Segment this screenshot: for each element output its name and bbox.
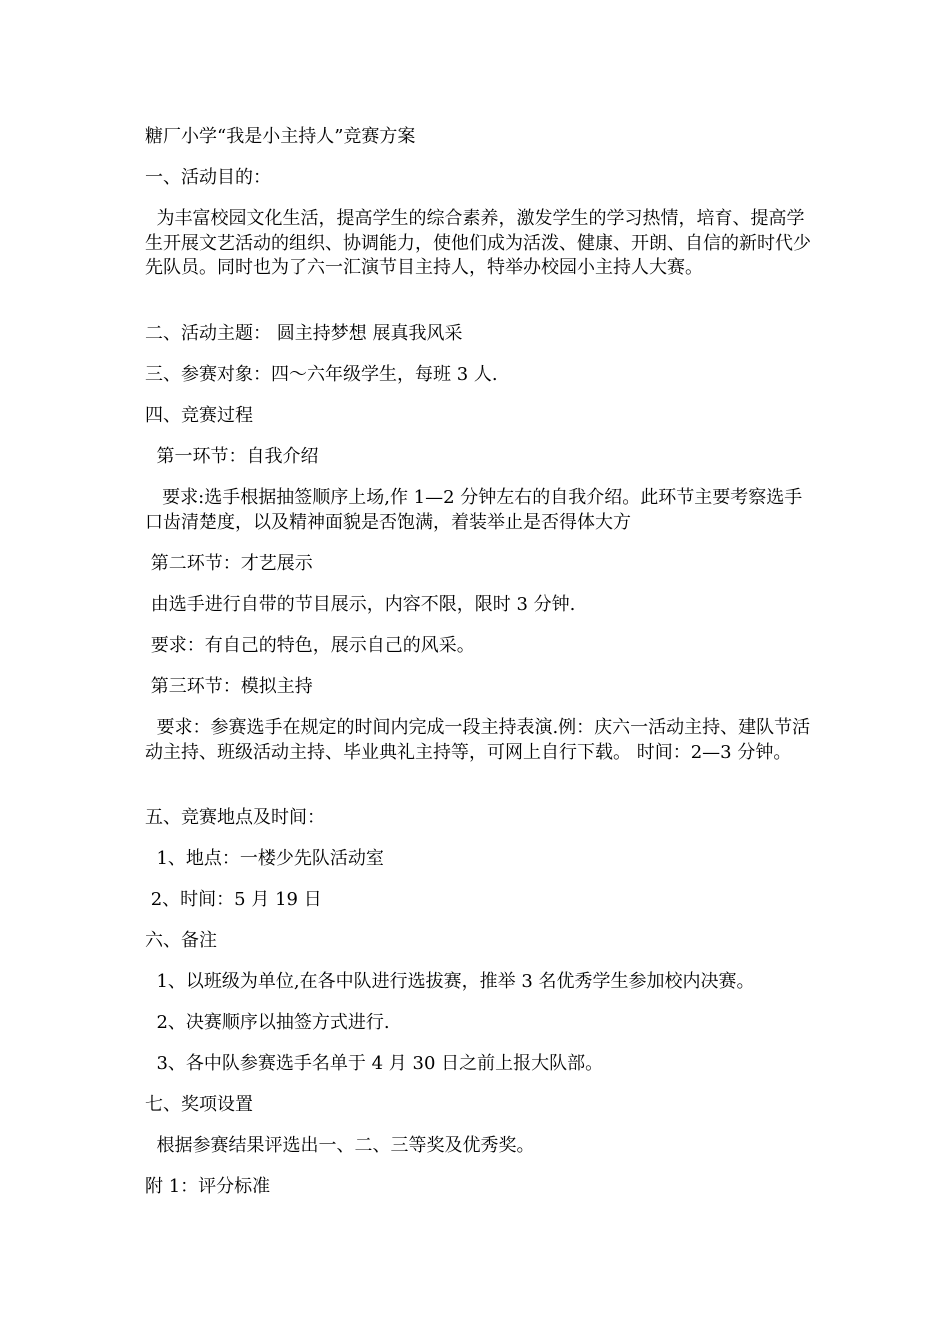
note-item-3: 3、各中队参赛选手名单于 4 月 30 日之前上报大队部。 [145, 1053, 604, 1074]
venue-place: 1、地点：一楼少先队活动室 [145, 848, 384, 869]
round1-title: 第一环节：自我介绍 [145, 446, 319, 467]
theme-line: 二、活动主题： 圆主持梦想 展真我风采 [145, 323, 463, 344]
document-title: 糖厂小学“我是小主持人”竞赛方案 [145, 126, 416, 147]
round2-title: 第二环节：才艺展示 [145, 553, 313, 574]
round3-title: 第三环节：模拟主持 [145, 676, 313, 697]
awards-paragraph: 根据参赛结果评选出一、二、三等奖及优秀奖。 [145, 1135, 535, 1156]
venue-heading: 五、竞赛地点及时间： [145, 807, 325, 828]
purpose-heading: 一、活动目的： [145, 167, 271, 188]
round3-requirement: 要求：参赛选手在规定的时间内完成一段主持表演.例：庆六一活动主持、建队节活动主持、班级活动主持、毕业典礼主持等，可网上自行下载。 时间：2—3 分钟。 [145, 717, 811, 763]
note-item-1: 1、以班级为单位,在各中队进行选拔赛，推举 3 名优秀学生参加校内决赛。 [145, 971, 755, 992]
notes-heading: 六、备注 [145, 930, 217, 951]
round2-description: 由选手进行自带的节目展示，内容不限，限时 3 分钟. [145, 594, 576, 615]
appendix-line: 附 1：评分标准 [145, 1176, 271, 1197]
round1-requirement: 要求:选手根据抽签顺序上场,作 1—2 分钟左右的自我介绍。此环节主要考察选手口齿清楚度，以及精神面貌是否饱满，着装举止是否得体大方 [145, 487, 803, 533]
awards-heading: 七、奖项设置 [145, 1094, 253, 1115]
purpose-paragraph: 为丰富校园文化生活，提高学生的综合素养，激发学生的学习热情，培育、提高学生开展文艺活动的组织、协调能力，使他们成为活泼、健康、开朗、自信的新时代少先队员。同时也为了六一汇演节目主持人，特举办校园小主持人大赛。 [145, 208, 811, 278]
note-item-2: 2、决赛顺序以抽签方式进行. [145, 1012, 390, 1033]
participants-line: 三、参赛对象：四～六年级学生，每班 3 人. [145, 364, 498, 385]
process-heading: 四、竞赛过程 [145, 405, 253, 426]
venue-time: 2、时间：5 月 19 日 [145, 889, 322, 910]
round2-requirement: 要求：有自己的特色，展示自己的风采。 [145, 635, 475, 656]
